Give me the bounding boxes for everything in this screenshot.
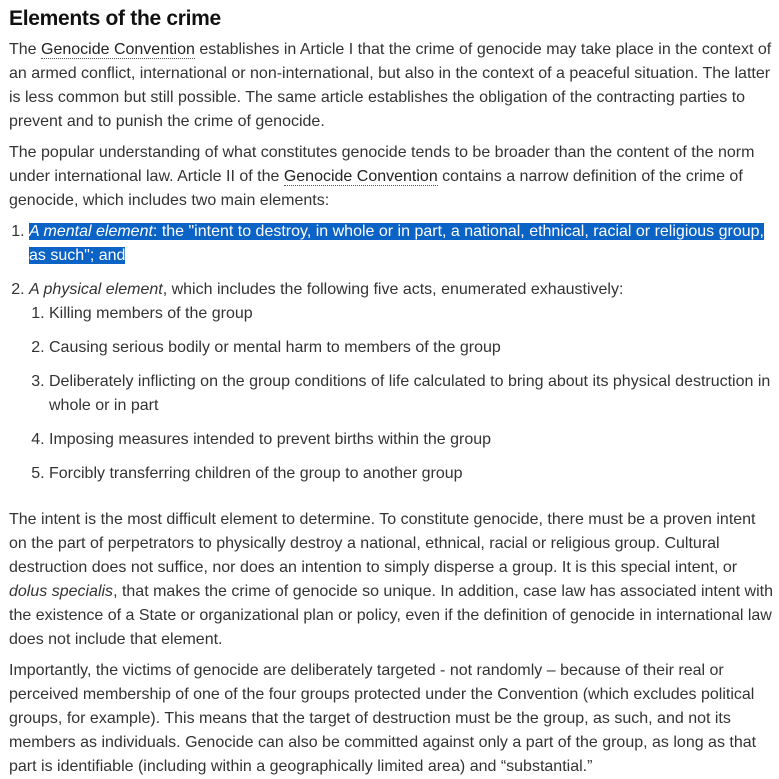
paragraph-1 bbox=[9, 38, 773, 134]
list-item: 2. Causing serious bodily or mental harm to members of the group bbox=[49, 336, 773, 360]
dolus-specialis: dolus specialis bbox=[9, 583, 114, 600]
selected-text[interactable] bbox=[29, 223, 764, 264]
list-item: 4. Imposing measures intended to prevent births within the group bbox=[49, 428, 773, 452]
elements-list bbox=[9, 220, 773, 486]
list-item: 5. Forcibly transferring children of the group to another group bbox=[49, 462, 773, 486]
section-heading: Elements of the crime bbox=[9, 7, 221, 30]
list-item: 1. Killing members of the group bbox=[49, 302, 773, 326]
paragraph-2-post: contains a narrow definition of the crime of genocide, which includes two main elements: bbox=[9, 168, 743, 209]
spacer bbox=[9, 496, 773, 508]
list-item: 3. Deliberately inflicting on the group conditions of life calculated to bring about its physical destruction in whole or in part bbox=[49, 370, 773, 418]
physical-element-text: , which includes the following five acts, enumerated exhaustively: bbox=[162, 281, 624, 298]
paragraph-2 bbox=[9, 141, 773, 213]
physical-element-term: A physical element bbox=[29, 281, 163, 298]
list-item-physical-element bbox=[29, 278, 773, 486]
acts-list bbox=[29, 302, 773, 486]
paragraph-1-post: establishes in Article I that the crime of genocide may take place in the context of an armed conflict, international or non-international, but also in the context of a peaceful situation. The latter is less common but still possible. The same article establishes the obligation of the contracting parties to prevent and to punish the crime of genocide. bbox=[9, 41, 772, 130]
paragraph-4: Importantly, the victims of genocide are deliberately targeted - not randomly – because of their real or perceived membership of one of the four groups protected under the Convention (which excludes political groups, for example). This means that the target of destruction must be the group, as such, and not its members as individuals. Genocide can also be committed against only a part of the group, as long as that part is identifiable (including within a geographically limited area) and “substantial.” bbox=[9, 662, 757, 775]
paragraph-3 bbox=[9, 508, 773, 652]
list-item-mental-element bbox=[29, 220, 773, 268]
paragraph-3-post: , that makes the crime of genocide so unique. In addition, case law has associated intent with the existence of a State or organizational plan or policy, even if the definition of genocide in international law does not include that element. bbox=[9, 583, 773, 648]
mental-element-text: : the "intent to destroy, in whole or in part, a national, ethnical, racial or religious group, as such"; and bbox=[29, 223, 764, 264]
paragraph-3-pre: The intent is the most difficult element to determine. To constitute genocide, there must be a proven intent on the part of perpetrators to physically destroy a national, ethnical, racial or religious group. Cultural destruction does not suffice, nor does an intention to simply disperse a group. It is this special intent, or bbox=[9, 511, 756, 576]
paragraph-1-pre: The bbox=[9, 41, 42, 58]
mental-element-term: A mental element bbox=[29, 223, 153, 240]
paragraph-2-pre: The popular understanding of what constitutes genocide tends to be broader than the content of the norm under international law. Article II of the bbox=[9, 144, 755, 185]
genocide-convention-link-1[interactable]: Genocide Convention bbox=[41, 41, 195, 58]
genocide-convention-link-2[interactable]: Genocide Convention bbox=[283, 168, 438, 185]
